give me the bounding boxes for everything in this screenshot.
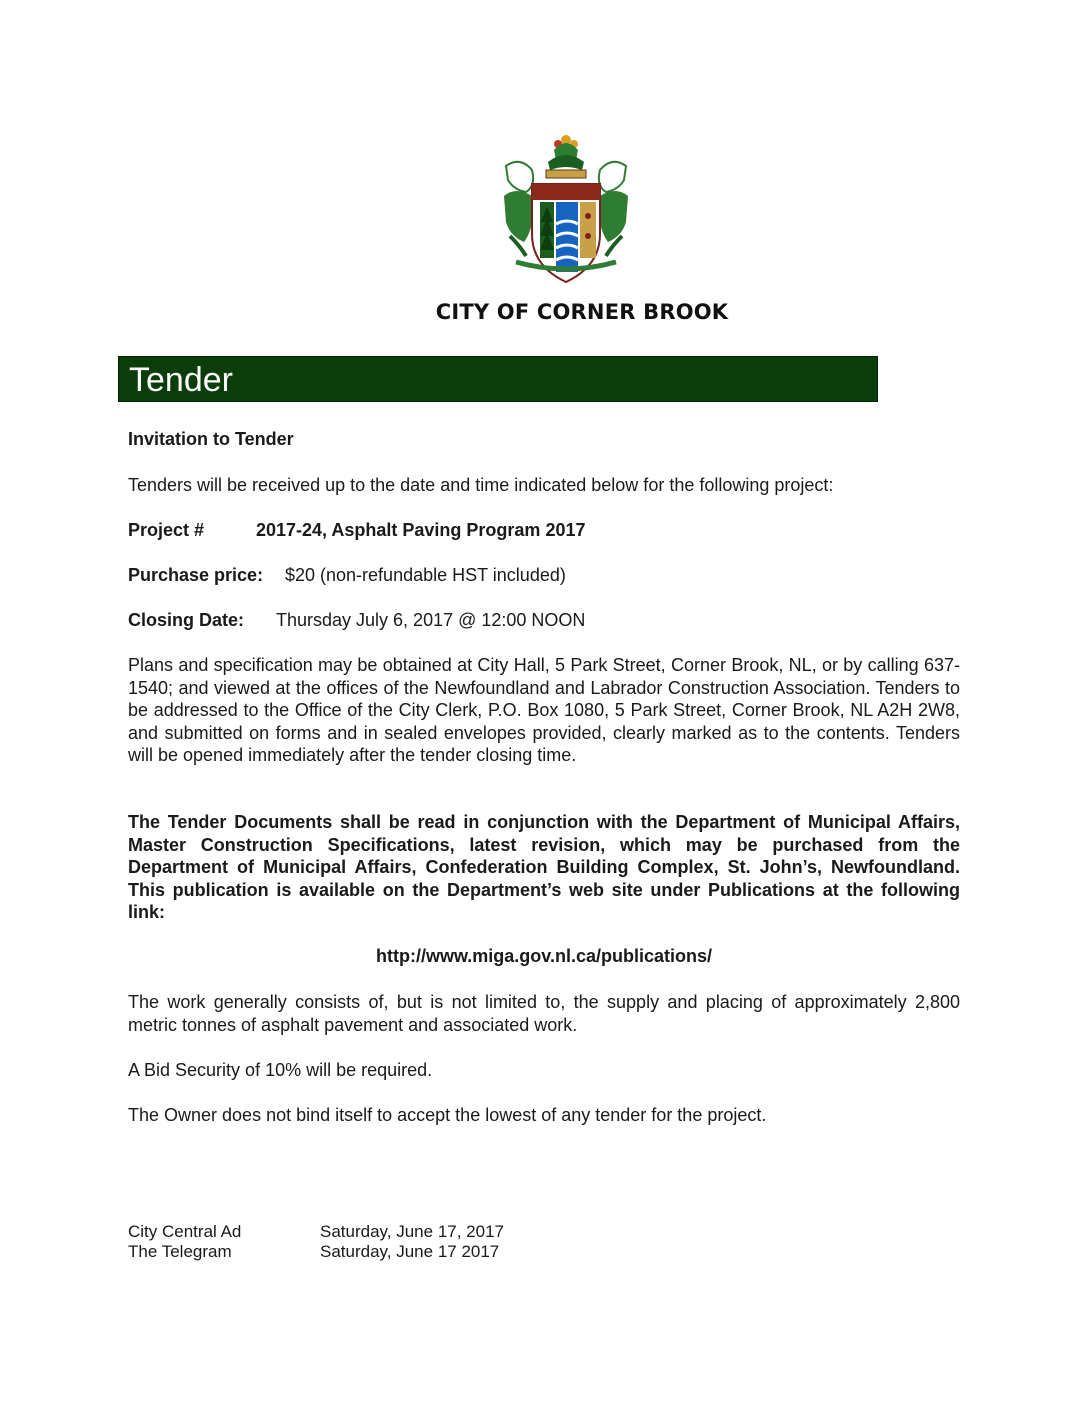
price-label: Purchase price: [128, 565, 264, 585]
closing-row [128, 609, 585, 631]
city-crest-icon [496, 126, 636, 288]
project-row [128, 519, 585, 541]
publication-name: City Central Ad [128, 1222, 242, 1241]
project-value: 2017-24, Asphalt Paving Program 2017 [256, 520, 586, 540]
publication-name: The Telegram [128, 1242, 232, 1261]
bid-security-text: A Bid Security of 10% will be required. [128, 1060, 433, 1080]
banner-title: Tender [129, 361, 233, 399]
publication-row [128, 1242, 499, 1262]
publication-row [128, 1222, 504, 1242]
closing-label: Closing Date: [128, 610, 245, 630]
owner-statement: The Owner does not bind itself to accept the lowest of any tender for the project. [128, 1105, 767, 1125]
price-row [128, 564, 566, 586]
plans-paragraph: Plans and specification may be obtained at City Hall, 5 Park Street, Corner Brook, NL, or by calling 637-1540; and viewed at the offices of the Newfoundland and Labrador Construction Association. Tenders to be addressed to the Office of the City Clerk, P.O. Box 1080, 5 Park Street, Corner Brook, NL A2H 2W8, and submitted on forms and in sealed envelopes provided, clearly marked as to the contents. Tenders will be opened immediately after the tender closing time. [128, 655, 960, 765]
publications-link[interactable]: http://www.miga.gov.nl.ca/publications/ [375, 946, 712, 966]
invitation-heading: Invitation to Tender [128, 429, 294, 449]
documents-paragraph: The Tender Documents shall be read in conjunction with the Department of Municipal Affairs, Master Construction Specifications, latest revision, which may be purchased from the Department of Municipal Affairs, Confederation Building Complex, St. John’s, Newfoundland. This publication is available on the Department’s web site under Publications at the following link: [128, 812, 960, 922]
tender-banner [118, 356, 878, 402]
intro-text: Tenders will be received up to the date and time indicated below for the following project: [128, 475, 834, 495]
project-label: Project # [128, 520, 205, 540]
publication-date: Saturday, June 17 2017 [320, 1242, 500, 1261]
closing-value: Thursday July 6, 2017 @ 12:00 NOON [276, 610, 586, 630]
publication-date: Saturday, June 17, 2017 [320, 1222, 504, 1241]
work-paragraph: The work generally consists of, but is not limited to, the supply and placing of approximately 2,800 metric tonnes of asphalt pavement and associated work. [128, 992, 960, 1035]
city-name-heading: CITY OF CORNER BROOK [435, 300, 729, 324]
price-value: $20 (non-refundable HST included) [285, 565, 566, 585]
